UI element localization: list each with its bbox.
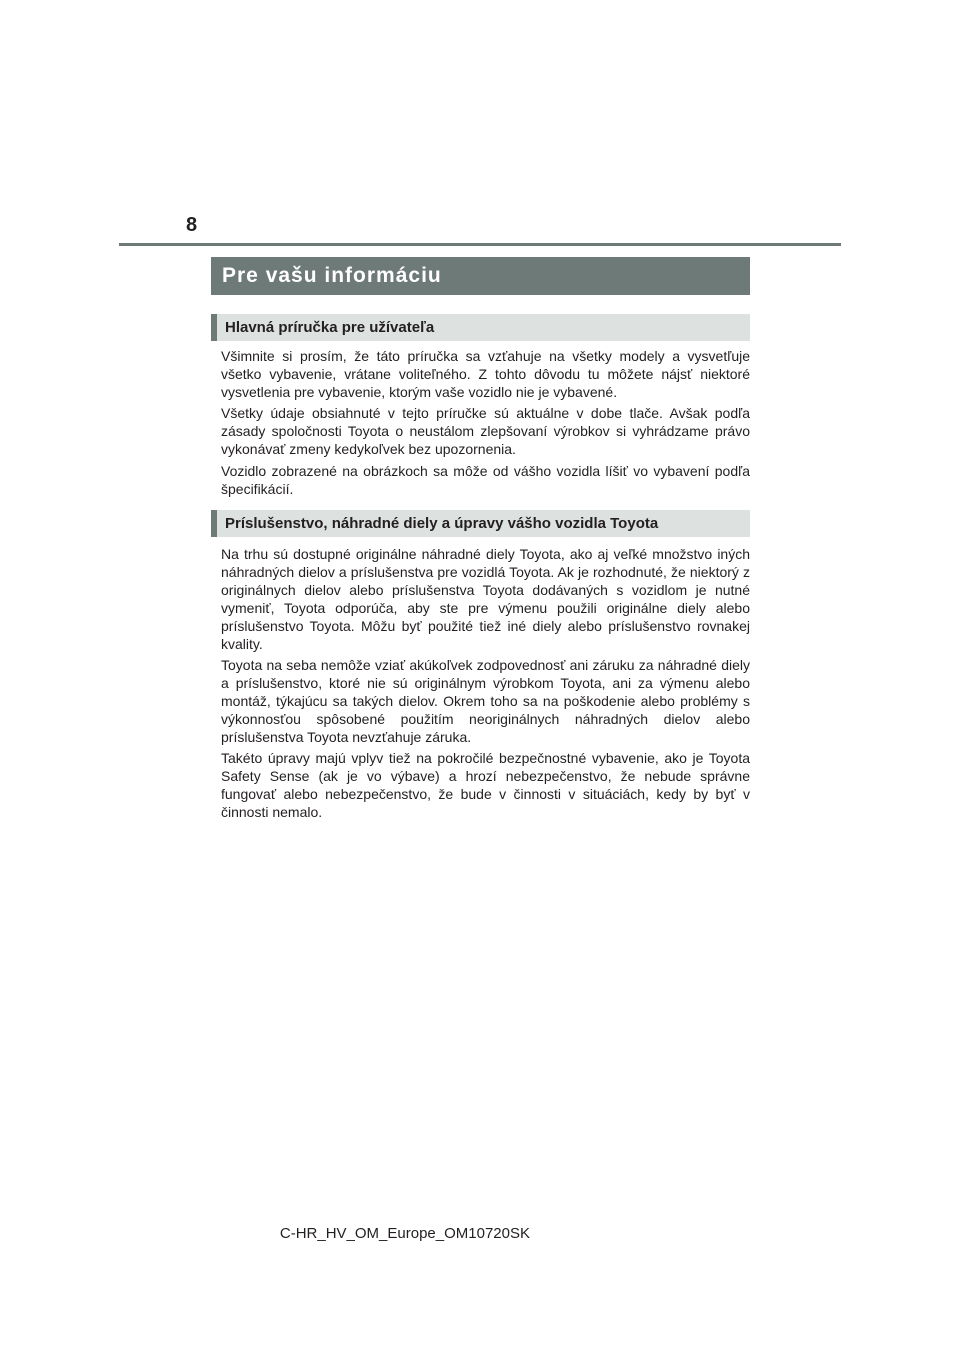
paragraph: Takéto úpravy majú vplyv tiež na pokročilé bezpečnostné vybavenie, ako je Toyota Safety Sense (ak je vo výbave) a hrozí nebezpečenstvo, že nebude správne fungovať alebo nebezpečenstvo, že bude v činnosti v situáciách, kedy by byť v činnosti nemalo. bbox=[221, 750, 750, 820]
paragraph: Toyota na seba nemôže vziať akúkoľvek zodpovednosť ani záruku za náhradné diely a príslušenstvo, ktoré nie sú originálnym výrobkom Toyota, ani za výmenu alebo montáž, týkajúcu sa takých dielov. Okrem toho sa na poškodenie alebo problémy s výkonnosťou spôsobené použitím neoriginálnych náhradných dielov alebo príslušenstva Toyota nevzťahuje záruka. bbox=[221, 657, 750, 745]
paragraph: Vozidlo zobrazené na obrázkoch sa môže od vášho vozidla líšiť vo vybavení podľa špecifikácií. bbox=[221, 463, 750, 497]
paragraph: Všimnite si prosím, že táto príručka sa vzťahuje na všetky modely a vysvetľuje všetko vybavenie, vrátane voliteľného. Z tohto dôvodu tu môžete nájsť niektoré vysvetlenia pre vybavenie, ktorým vaše vozidlo nie je vybavené. bbox=[221, 348, 750, 400]
document-id: C-HR_HV_OM_Europe_OM10720SK bbox=[279, 1225, 530, 1242]
header-rule bbox=[119, 243, 841, 246]
paragraph: Na trhu sú dostupné originálne náhradné diely Toyota, ako aj veľké množstvo iných náhradných dielov a príslušenstva pre vozidlá Toyota. Ak je rozhodnuté, že niektorý z originálnych dielov alebo príslušenstva Toyota dodávaných s vozidlom je nutné vymeniť, Toyota odporúča, aby ste pre výmenu použili originálne diely alebo príslušenstvo Toyota. Môžu byť použité tiež iné diely alebo príslušenstvo rovnakej kvality. bbox=[221, 546, 750, 652]
subheading-accessories-parts: Príslušenstvo, náhradné diely a úpravy vášho vozidla Toyota bbox=[211, 510, 750, 537]
section-title: Pre vašu informáciu bbox=[211, 257, 750, 295]
subheading-owners-manual: Hlavná príručka pre užívateľa bbox=[211, 314, 750, 341]
paragraph: Všetky údaje obsiahnuté v tejto príručke sú aktuálne v dobe tlače. Avšak podľa zásady spoločnosti Toyota o neustálom zlepšovaní výrobkov si vyhrádzame právo vykonávať zmeny kedykoľvek bez upozornenia. bbox=[221, 405, 750, 457]
page-number: 8 bbox=[186, 214, 198, 236]
